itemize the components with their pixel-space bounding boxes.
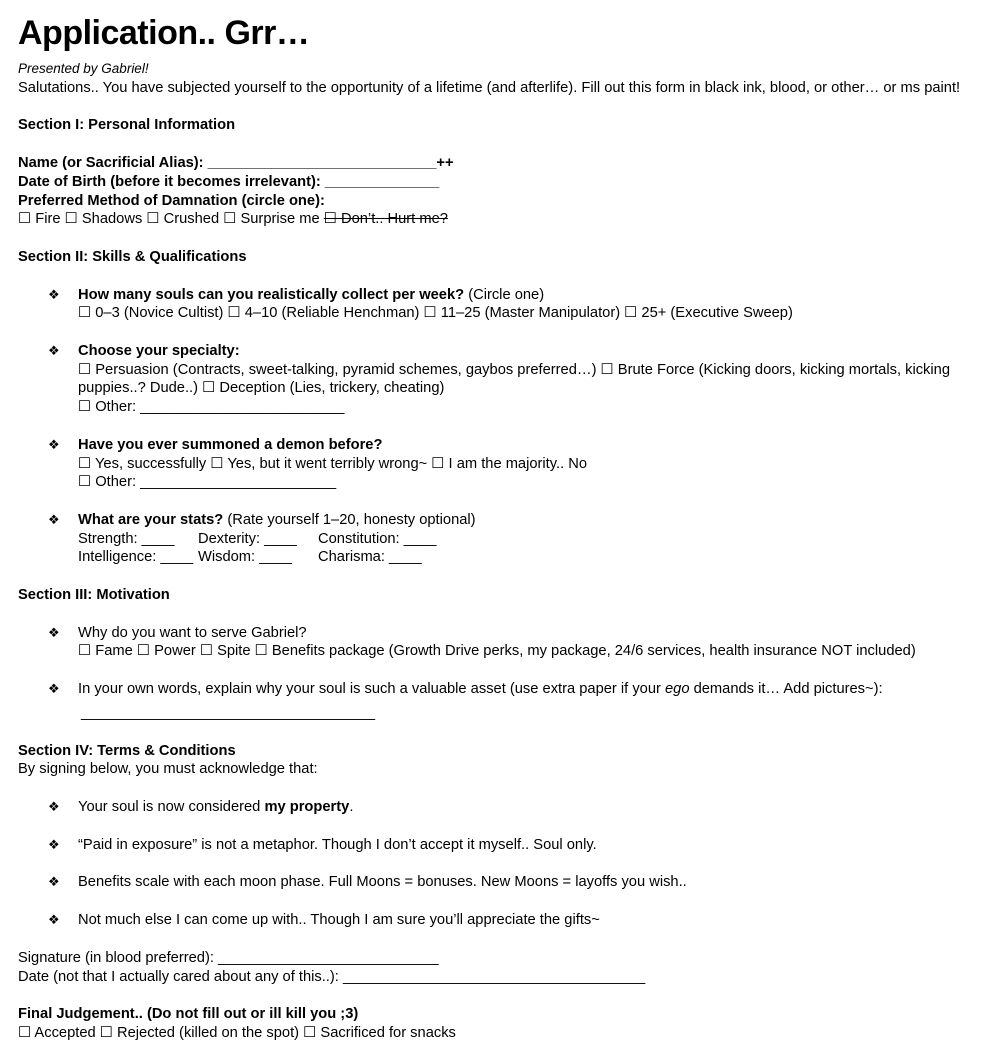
dob-field-blank: ______________: [324, 173, 440, 190]
diamond-bullet-icon: ❖: [48, 798, 60, 814]
stats-question: What are your stats?: [78, 511, 224, 528]
stat-intelligence: Intelligence: ____: [78, 549, 194, 566]
stats-row-1: [78, 530, 984, 549]
diamond-bullet-icon: ❖: [48, 912, 60, 928]
summon-other-line: [78, 473, 984, 492]
section-4-header-group: [18, 742, 984, 779]
name-field-blank: ____________________________: [207, 155, 437, 172]
term-item-exposure: [18, 836, 984, 855]
term-item-gifts: [18, 911, 984, 930]
dob-field-line: [18, 173, 984, 192]
signature-blank: ___________________________: [218, 949, 439, 966]
document-title: Application.. Grr…: [18, 14, 310, 52]
term-text-line: [78, 911, 984, 930]
list-item-specialty: [18, 342, 984, 417]
date-line: [18, 968, 984, 987]
stats-question-note: (Rate yourself 1–20, honesty optional): [223, 511, 476, 528]
summon-other-label: ☐ Other:: [78, 474, 141, 491]
term-pre: Your soul is now considered: [78, 798, 265, 815]
specialty-question: Choose your specialty:: [78, 343, 240, 360]
souls-question-line: [78, 286, 984, 305]
specialty-other-blank: _________________________: [140, 399, 345, 416]
stat-dexterity: Dexterity: ____: [198, 530, 297, 547]
name-field-label: Name (or Sacrificial Alias):: [18, 155, 208, 172]
diamond-bullet-icon: ❖: [48, 436, 60, 452]
list-item-summon: [18, 436, 984, 492]
date-label: Date (not that I actually cared about any of this..):: [18, 968, 343, 985]
terms-list: [18, 798, 984, 930]
diamond-bullet-icon: ❖: [48, 511, 60, 527]
stat-wisdom: Wisdom: ____: [198, 549, 292, 566]
section-4-heading: Section IV: Terms & Conditions: [18, 742, 236, 759]
list-item-souls: [18, 286, 984, 323]
section-3-heading: Section III: Motivation: [18, 587, 170, 604]
term-post: .: [349, 798, 354, 815]
intro-text: Salutations.. You have subjected yourself to the opportunity of a lifetime (and afterlife). Fill out this form in black ink, blood, or other… or ms paint!: [18, 79, 961, 96]
term-pre: “Paid in exposure” is not a metaphor. Though I don’t accept it myself.. Soul only.: [78, 836, 597, 853]
signature-line: [18, 949, 984, 968]
summon-other-blank: ________________________: [140, 474, 337, 491]
stats-question-line: [78, 511, 984, 530]
byline: Presented by Gabriel!: [18, 61, 149, 76]
serve-options: ☐ Fame ☐ Power ☐ Spite ☐ Benefits package (Growth Drive perks, my package, 24/6 services, health insurance NOT included): [78, 643, 916, 660]
summon-options: ☐ Yes, successfully ☐ Yes, but it went terribly wrong~ ☐ I am the majority.. No: [78, 455, 588, 472]
final-judgement-heading: Final Judgement.. (Do not fill out or ill kill you ;3): [18, 1006, 359, 1023]
diamond-bullet-icon: ❖: [48, 874, 60, 890]
specialty-options: ☐ Persuasion (Contracts, sweet-talking, pyramid schemes, gaybos preferred…) ☐ Brute Force (Kicking doors, kicking mortals, kicking puppies..? Dude..) ☐ Deception (Lies, trickery, cheating): [78, 361, 950, 397]
skills-list: [18, 286, 984, 567]
section-1-heading: Section I: Personal Information: [18, 117, 236, 134]
date-blank: _____________________________________: [342, 968, 646, 985]
souls-question: How many souls can you realistically collect per week?: [78, 286, 465, 303]
stat-charisma: Charisma: ____: [318, 549, 422, 566]
document-intro: [18, 60, 984, 97]
stats-row-2: [78, 548, 984, 567]
section-4-subheading: By signing below, you must acknowledge that:: [18, 761, 318, 778]
final-judgement-group: [18, 1005, 984, 1042]
dob-field-label: Date of Birth (before it becomes irrelevant):: [18, 173, 325, 190]
signature-label: Signature (in blood preferred):: [18, 949, 219, 966]
personal-info-fields: [18, 154, 984, 229]
serve-question: Why do you want to serve Gabriel?: [78, 624, 307, 641]
stat-strength: Strength: ____: [78, 530, 175, 547]
term-text-line: [78, 798, 984, 817]
specialty-other-label: ☐ Other:: [78, 399, 141, 416]
term-text-line: [78, 873, 984, 892]
list-item-own-words: [18, 680, 984, 722]
list-item-stats: [18, 511, 984, 567]
term-pre: Not much else I can come up with.. Though I am sure you’ll appreciate the gifts~: [78, 912, 600, 929]
final-judgement-options: ☐ Accepted ☐ Rejected (killed on the spot) ☐ Sacrificed for snacks: [18, 1024, 456, 1041]
stat-constitution: Constitution: ____: [318, 530, 437, 547]
damnation-method-label: Preferred Method of Damnation (circle one):: [18, 192, 325, 209]
diamond-bullet-icon: ❖: [48, 836, 60, 852]
damnation-options: ☐ Fire ☐ Shadows ☐ Crushed ☐ Surprise me: [18, 211, 324, 228]
summon-question: Have you ever summoned a demon before?: [78, 436, 383, 453]
section-2-heading: Section II: Skills & Qualifications: [18, 248, 247, 265]
signature-group: [18, 949, 984, 986]
diamond-bullet-icon: ❖: [48, 286, 60, 302]
name-field-suffix: ++: [436, 155, 454, 172]
term-pre: Benefits scale with each moon phase. Full Moons = bonuses. New Moons = layoffs you wish..: [78, 874, 687, 891]
list-item-serve: [18, 624, 984, 661]
own-words-question-line: [78, 680, 984, 699]
souls-options: ☐ 0–3 (Novice Cultist) ☐ 4–10 (Reliable Henchman) ☐ 11–25 (Master Manipulator) ☐ 25+ (Executive Sweep): [78, 305, 793, 322]
term-item-moon-phase: [18, 873, 984, 892]
term-item-property: [18, 798, 984, 817]
term-bold: my property: [264, 798, 350, 815]
diamond-bullet-icon: ❖: [48, 681, 60, 697]
own-words-post: demands it… Add pictures~):: [689, 681, 883, 698]
own-words-blank: ____________________________________: [81, 704, 376, 721]
specialty-other-line: [78, 398, 984, 417]
own-words-pre: In your own words, explain why your soul is such a valuable asset (use extra paper if your: [78, 681, 665, 698]
motivation-list: [18, 624, 984, 723]
damnation-struck-option: ☐ Don’t.. Hurt me?: [323, 211, 448, 228]
souls-question-note: (Circle one): [464, 286, 545, 303]
term-text-line: [78, 836, 984, 855]
diamond-bullet-icon: ❖: [48, 343, 60, 359]
own-words-ego: ego: [664, 681, 690, 698]
damnation-options-line: [18, 210, 984, 229]
diamond-bullet-icon: ❖: [48, 624, 60, 640]
name-field-line: [18, 154, 984, 173]
